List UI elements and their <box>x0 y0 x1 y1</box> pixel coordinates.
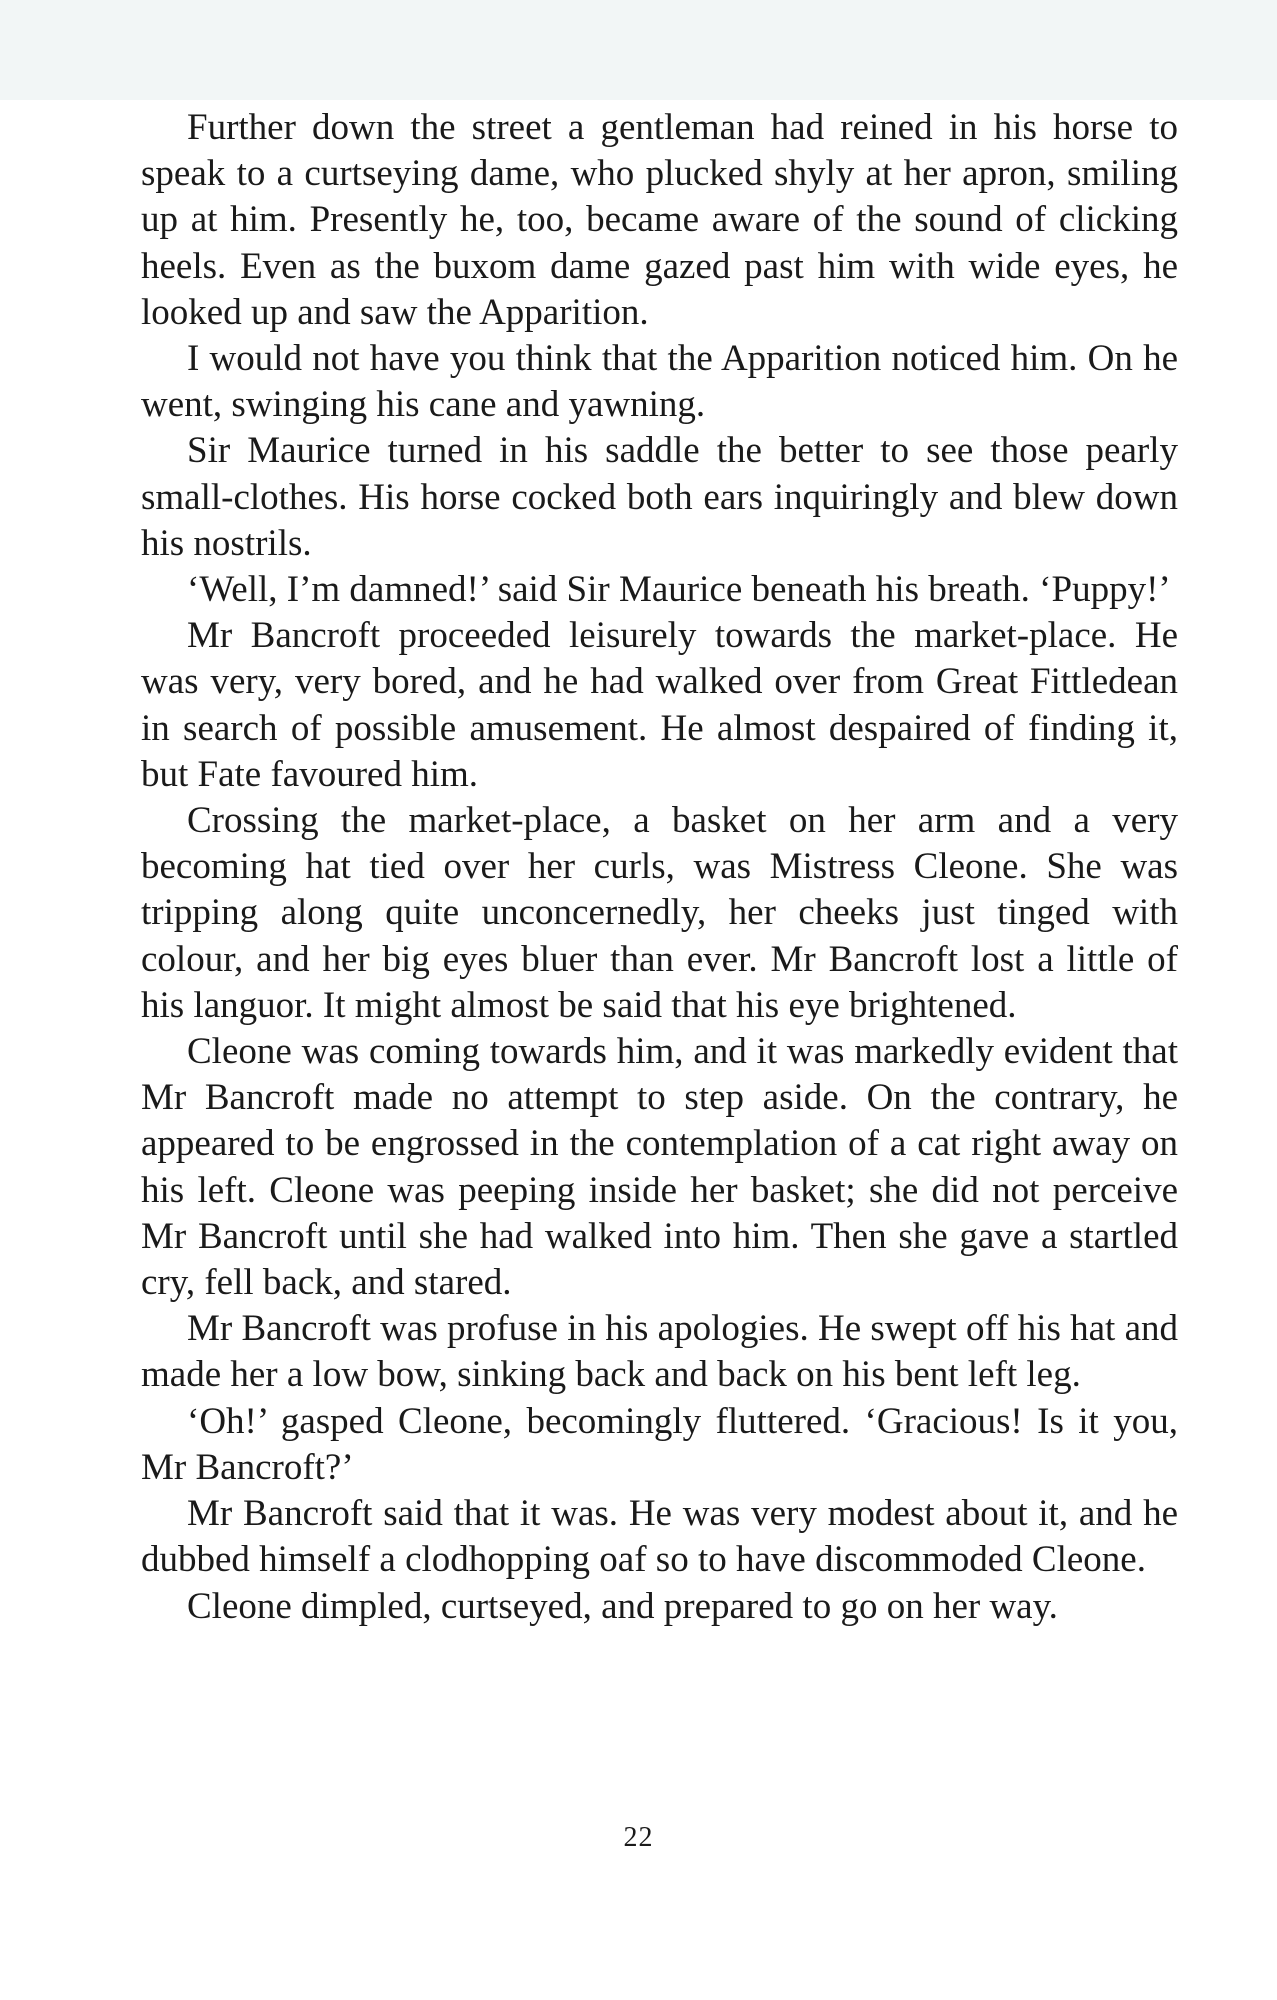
paragraph-1: Further down the street a gentleman had reined in his horse to speak to a curtseying dame, who plucked shyly at her apron, smiling up at him. Presently he, too, became aware of the sound of clicking heels. Even as the buxom dame gazed past him with wide eyes, he looked up and saw the Apparition. <box>141 107 1178 333</box>
paragraph-5: Mr Bancroft proceeded leisurely towards the market-place. He was very, very bored, and he had walked over from Great Fittledean in search of possible amusement. He almost despaired of finding it, but Fate favoured him. <box>141 615 1178 795</box>
page-number: 22 <box>623 1822 654 1853</box>
paragraph-9: ‘Oh!’ gasped Cleone, becomingly fluttered. ‘Gracious! Is it you, Mr Bancroft?’ <box>141 1400 1178 1488</box>
paragraph-7: Cleone was coming towards him, and it was markedly evident that Mr Bancroft made no attempt to step aside. On the contrary, he appeared to be engrossed in the contemplation of a cat right away on his left. Cleone was peeping inside her basket; she did not perceive Mr Bancroft until she had walked into him. Then she gave a startled cry, fell back, and stared. <box>141 1031 1178 1304</box>
paragraph-2: I would not have you think that the Apparition noticed him. On he went, swinging his cane and yawning. <box>141 338 1178 426</box>
paragraph-11: Cleone dimpled, curtseyed, and prepared to go on her way. <box>187 1585 1058 1627</box>
page-body <box>141 105 1178 1630</box>
paragraph-8: Mr Bancroft was profuse in his apologies. He swept off his hat and made her a low bow, sinking back and back on his bent left leg. <box>141 1308 1178 1396</box>
paragraph-4: ‘Well, I’m damned!’ said Sir Maurice beneath his breath. ‘Puppy!’ <box>187 569 1171 611</box>
paragraph-3: Sir Maurice turned in his saddle the better to see those pearly small-clothes. His horse cocked both ears inquiringly and blew down his nostrils. <box>141 430 1178 564</box>
paragraph-6: Crossing the market-place, a basket on her arm and a very becoming hat tied over her curls, was Mistress Cleone. She was tripping along quite unconcernedly, her cheeks just tinged with colour, and her big eyes bluer than ever. Mr Bancroft lost a little of his languor. It might almost be said that his eye brightened. <box>141 800 1178 1026</box>
page-top-band <box>0 0 1277 100</box>
paragraph-10: Mr Bancroft said that it was. He was very modest about it, and he dubbed himself a clodhopping oaf so to have discommoded Cleone. <box>141 1493 1178 1581</box>
